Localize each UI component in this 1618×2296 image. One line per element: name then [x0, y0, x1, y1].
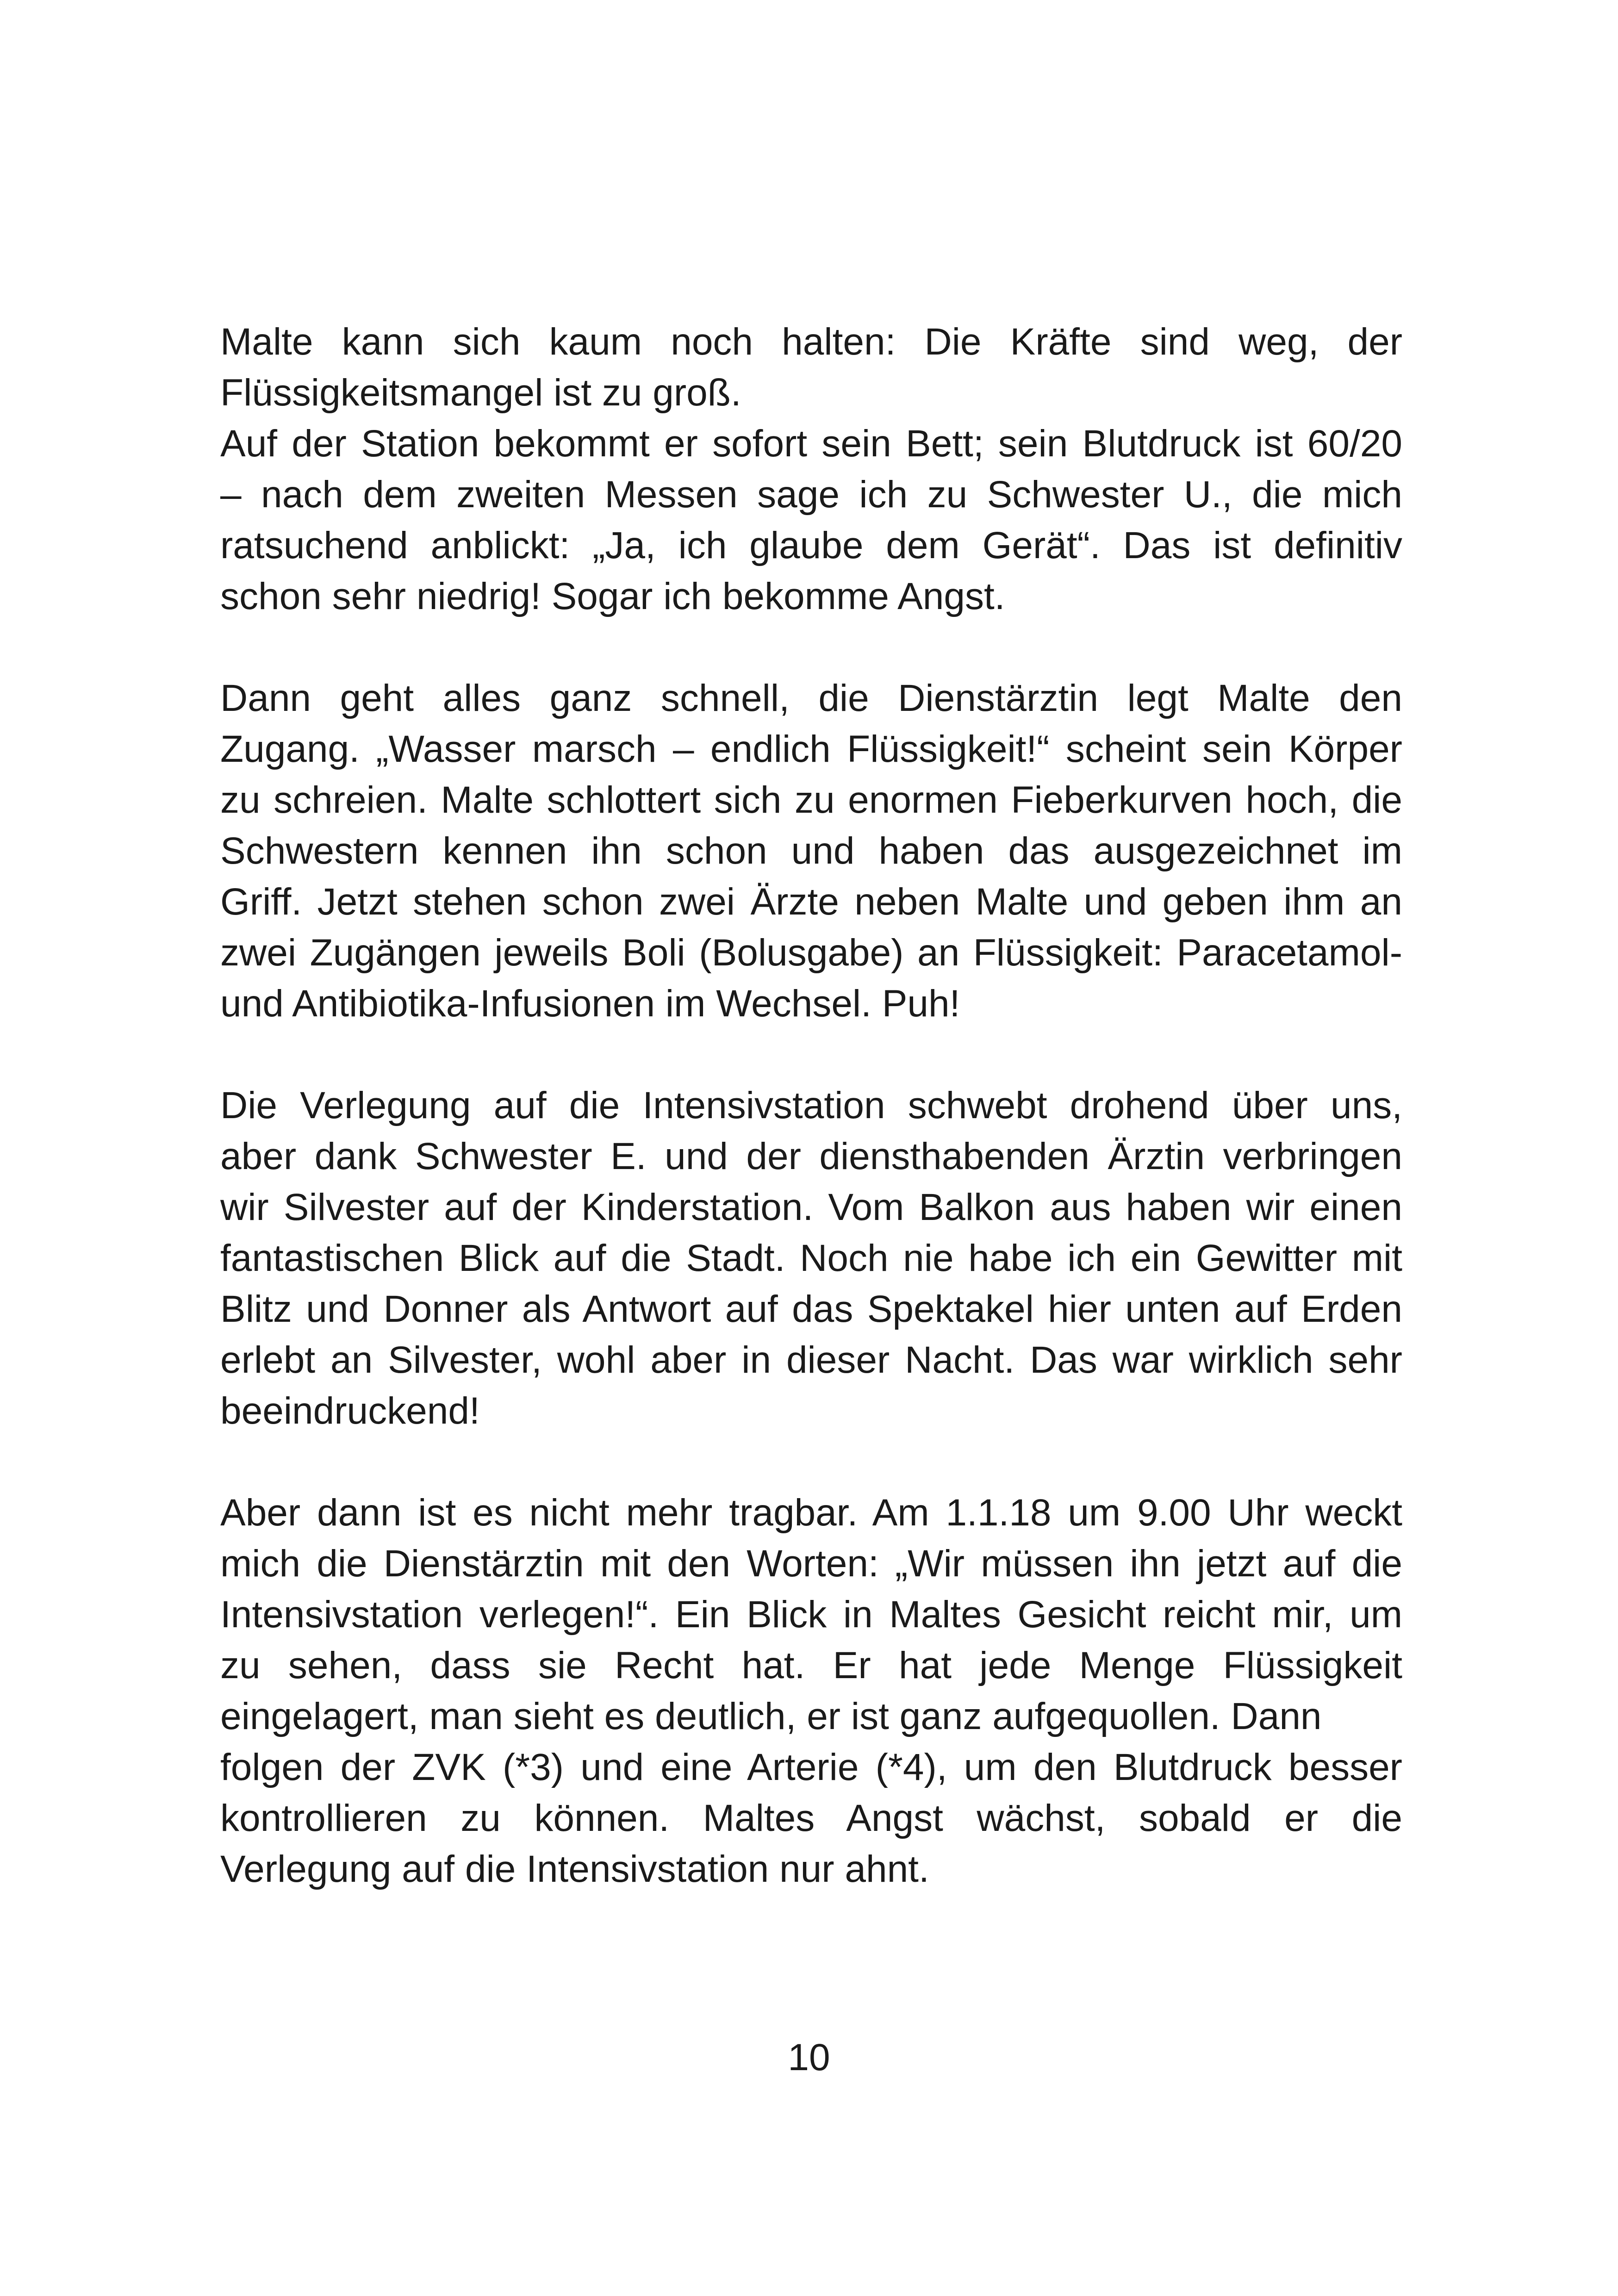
text-line: fantastischen Blick auf die Stadt. Noch nie habe ich ein Gewitter mit: [220, 1237, 1402, 1279]
text-line: wir Silvester auf der Kinderstation. Vom Balkon aus haben wir einen: [220, 1186, 1402, 1228]
text-line: ratsuchend anblickt: „Ja, ich glaube dem Gerät“. Das ist definitiv: [220, 524, 1402, 566]
text-line: Dann geht alles ganz schnell, die Dienstärztin legt Malte den: [220, 677, 1402, 719]
text-line: aber dank Schwester E. und der diensthabenden Ärztin verbringen: [220, 1135, 1402, 1177]
page-number: 10: [788, 2036, 830, 2078]
text-line: – nach dem zweiten Messen sage ich zu Schwester U., die mich: [220, 473, 1402, 516]
text-line: Malte kann sich kaum noch halten: Die Kräfte sind weg, der: [220, 321, 1402, 363]
paragraph: [220, 1487, 1402, 1895]
paragraph: [220, 317, 1402, 622]
text-line: Intensivstation verlegen!“. Ein Blick in Maltes Gesicht reicht mir, um: [220, 1593, 1402, 1636]
text-line: eingelagert, man sieht es deutlich, er ist ganz aufgequollen. Dann: [220, 1695, 1322, 1737]
text-line: Schwestern kennen ihn schon und haben das ausgezeichnet im: [220, 830, 1402, 872]
text-line: Verlegung auf die Intensivstation nur ahnt.: [220, 1848, 929, 1890]
text-line: erlebt an Silvester, wohl aber in dieser Nacht. Das war wirklich sehr: [220, 1339, 1402, 1381]
text-line: Flüssigkeitsmangel ist zu groß.: [220, 372, 741, 414]
paragraph: [220, 673, 1402, 1029]
text-line: zu schreien. Malte schlottert sich zu enormen Fieberkurven hoch, die: [220, 779, 1402, 821]
body-text: [220, 317, 1402, 1895]
text-line: Zugang. „Wasser marsch – endlich Flüssigkeit!“ scheint sein Körper: [220, 728, 1402, 770]
text-line: kontrollieren zu können. Maltes Angst wächst, sobald er die: [220, 1797, 1402, 1839]
text-line: zu sehen, dass sie Recht hat. Er hat jede Menge Flüssigkeit: [220, 1644, 1402, 1686]
text-line: zwei Zugängen jeweils Boli (Bolusgabe) an Flüssigkeit: Paracetamol-: [220, 932, 1402, 974]
text-line: beeindruckend!: [220, 1390, 480, 1432]
text-line: und Antibiotika-Infusionen im Wechsel. Puh!: [220, 983, 960, 1025]
text-line: Die Verlegung auf die Intensivstation schwebt drohend über uns,: [220, 1084, 1402, 1126]
text-line: Auf der Station bekommt er sofort sein Bett; sein Blutdruck ist 60/20: [220, 423, 1402, 465]
text-line: schon sehr niedrig! Sogar ich bekomme Angst.: [220, 575, 1005, 617]
paragraph: [220, 1080, 1402, 1437]
text-line: Aber dann ist es nicht mehr tragbar. Am 1.1.18 um 9.00 Uhr weckt: [220, 1492, 1402, 1534]
text-line: Blitz und Donner als Antwort auf das Spektakel hier unten auf Erden: [220, 1288, 1402, 1330]
text-line: folgen der ZVK (*3) und eine Arterie (*4), um den Blutdruck besser: [220, 1746, 1402, 1788]
text-line: Griff. Jetzt stehen schon zwei Ärzte neben Malte und geben ihm an: [220, 881, 1402, 923]
text-line: mich die Dienstärztin mit den Worten: „Wir müssen ihn jetzt auf die: [220, 1543, 1402, 1585]
